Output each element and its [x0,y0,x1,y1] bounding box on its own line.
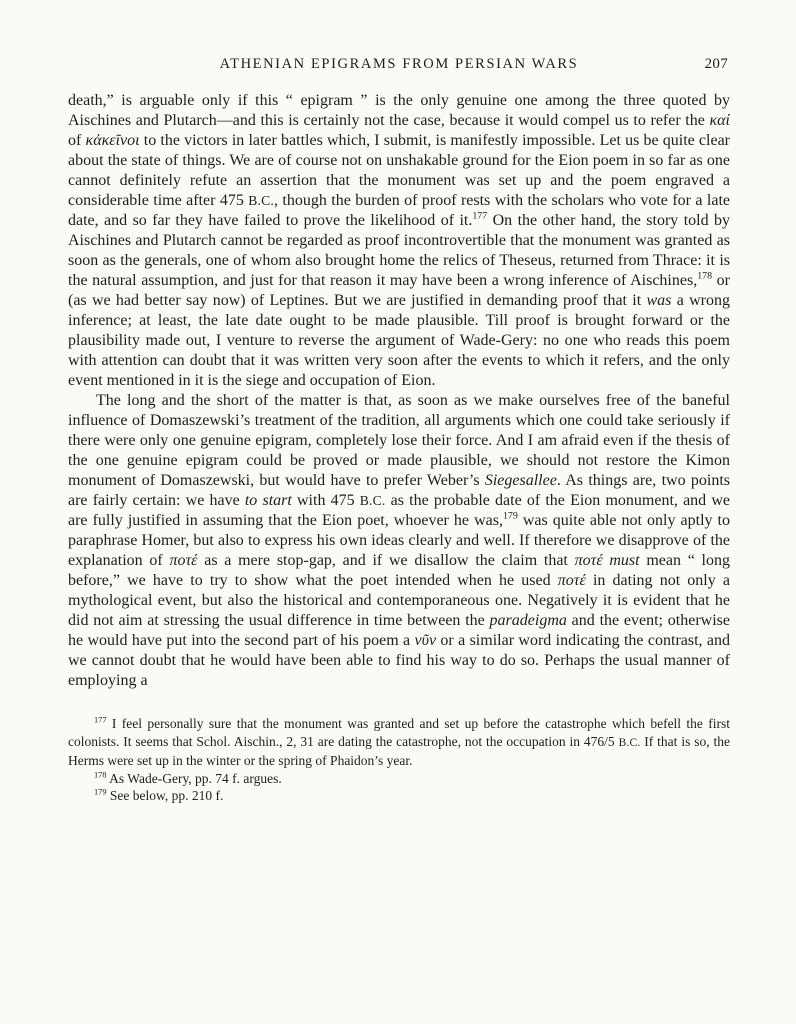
paragraph-1 [68,91,730,391]
text-run: mean “ long before,” we have to try to show what the poet intended when he used [68,552,730,589]
text-run: ποτέ must [574,552,640,569]
running-header [68,56,730,73]
text-run: or (as we had better say now) of Leptines. But we are justified in demanding proof that it [68,272,731,309]
footnote-179 [68,787,730,805]
text-run: B.C. [248,193,275,208]
footnote-ref: 179 [502,510,518,522]
text-run: with 475 [291,492,360,509]
text-run: was quite able not only aptly to paraphrase Homer, but also to express his own ideas clearly and well. If therefore we disapprove of the explanation of [68,512,731,569]
text-run: Siegesallee [484,472,557,489]
text-run: As Wade-Gery, pp. 74 f. argues. [106,770,282,786]
text-run: a wrong inference; at least, the late date ought to be made plausible. Till proof is brought forward or the plausibility made out, I venture to reverse the argument of Wade-Gery: no one who reads this poem with attention can doubt that it was written very soon after the events to which it refers, and the only event mentioned in it is the siege and occupation of Eion. [68,292,731,389]
text-run: in dating not only a mythological event, but also the historical and contemporaneous one. Negatively it is evident that he did not aim at stressing the usual difference in time between the [68,572,730,629]
text-run: καί [709,112,730,129]
paragraph-2 [68,391,730,691]
footnote-ref: 177 [94,715,107,725]
text-run: If that is so, the Herms were set up in the winter or the spring of Phaidon’s year. [68,733,730,768]
text-run: νῦν [414,632,437,649]
text-run: B.C. [359,493,386,508]
footnote-ref: 178 [697,270,713,282]
text-run: and the event; otherwise he would have put into the second part of his poem a [68,612,730,649]
text-run: death,” is arguable only if this “ epigram ” is the only genuine one among the three quoted by Aischines and Plutarch—and this is certainly not the case, because it would compel us to refer the [68,92,730,129]
text-run: as the probable date of the Eion monument, and we are fully justified in assuming that the Eion poet, whoever he was, [68,492,730,529]
text-run: or a similar word indicating the contrast, and we cannot doubt that he would have been able to find his way to do so. Perhaps the usual manner of employing a [68,632,731,689]
footnote-177 [68,715,730,770]
running-title: ATHENIAN EPIGRAMS FROM PERSIAN WARS [219,56,579,72]
text-run: On the other hand, the story told by Aischines and Plutarch cannot be regarded as proof incontrovertible that the monument was granted as soon as the generals, one of whom also brought home the relics of Theseus, returned from Thrace: it is the natural assumption, and just for that reason it may have been a wrong inference of Aischines, [68,212,730,289]
text-run: ποτέ [169,552,198,569]
text-run: , though the burden of proof rests with the scholars who vote for a late date, and so far they have failed to prove the likelihood of it. [68,192,731,229]
footnote-178 [68,770,730,788]
text-run: of [68,132,86,149]
text-run: as a mere stop-gap, and if we disallow the claim that [197,552,575,569]
text-run: paradeigma [489,612,567,629]
text-run: κἀκεῖνοι [85,132,140,149]
text-run: I feel personally sure that the monument was granted and set up before the catastrophe which befell the first colonists. It seems that Schol. Aischin., 2, 31 are dating the catastrophe, not the occupation in 476/5 [68,716,730,749]
text-run: . As things are, two points are fairly certain: we have [68,472,730,509]
text-run: to the victors in later battles which, I submit, is manifestly impossible. Let us be quite clear about the state of things. We are of course not on unshakable ground for the Eion poem in so far as one cannot definitely refute an assertion that the monument was set up and the poem engraved a considerable time after 475 [68,132,731,209]
text-run: B.C. [618,736,641,749]
text-run: See below, pp. 210 f. [106,788,224,803]
footnote-ref: 178 [94,770,107,779]
page-number: 207 [704,56,728,72]
text-run: ποτέ [557,572,586,589]
body-text [68,91,730,691]
footnote-ref: 177 [472,210,488,222]
footnote-ref: 179 [94,787,107,797]
footnotes-section [68,715,730,805]
text-run: The long and the short of the matter is that, as soon as we make ourselves free of the baneful influence of Domaszewski’s treatment of the tradition, all arguments which one could take seriously if there were only one genuine epigram, completely lose their force. And I am afraid even if the thesis of the one genuine epigram could be proved or made plausible, we should not restore the Kimon monument of Domaszewski, but would have to prefer Weber’s [68,392,730,489]
text-run: was [646,292,672,309]
text-run: to start [244,492,292,509]
